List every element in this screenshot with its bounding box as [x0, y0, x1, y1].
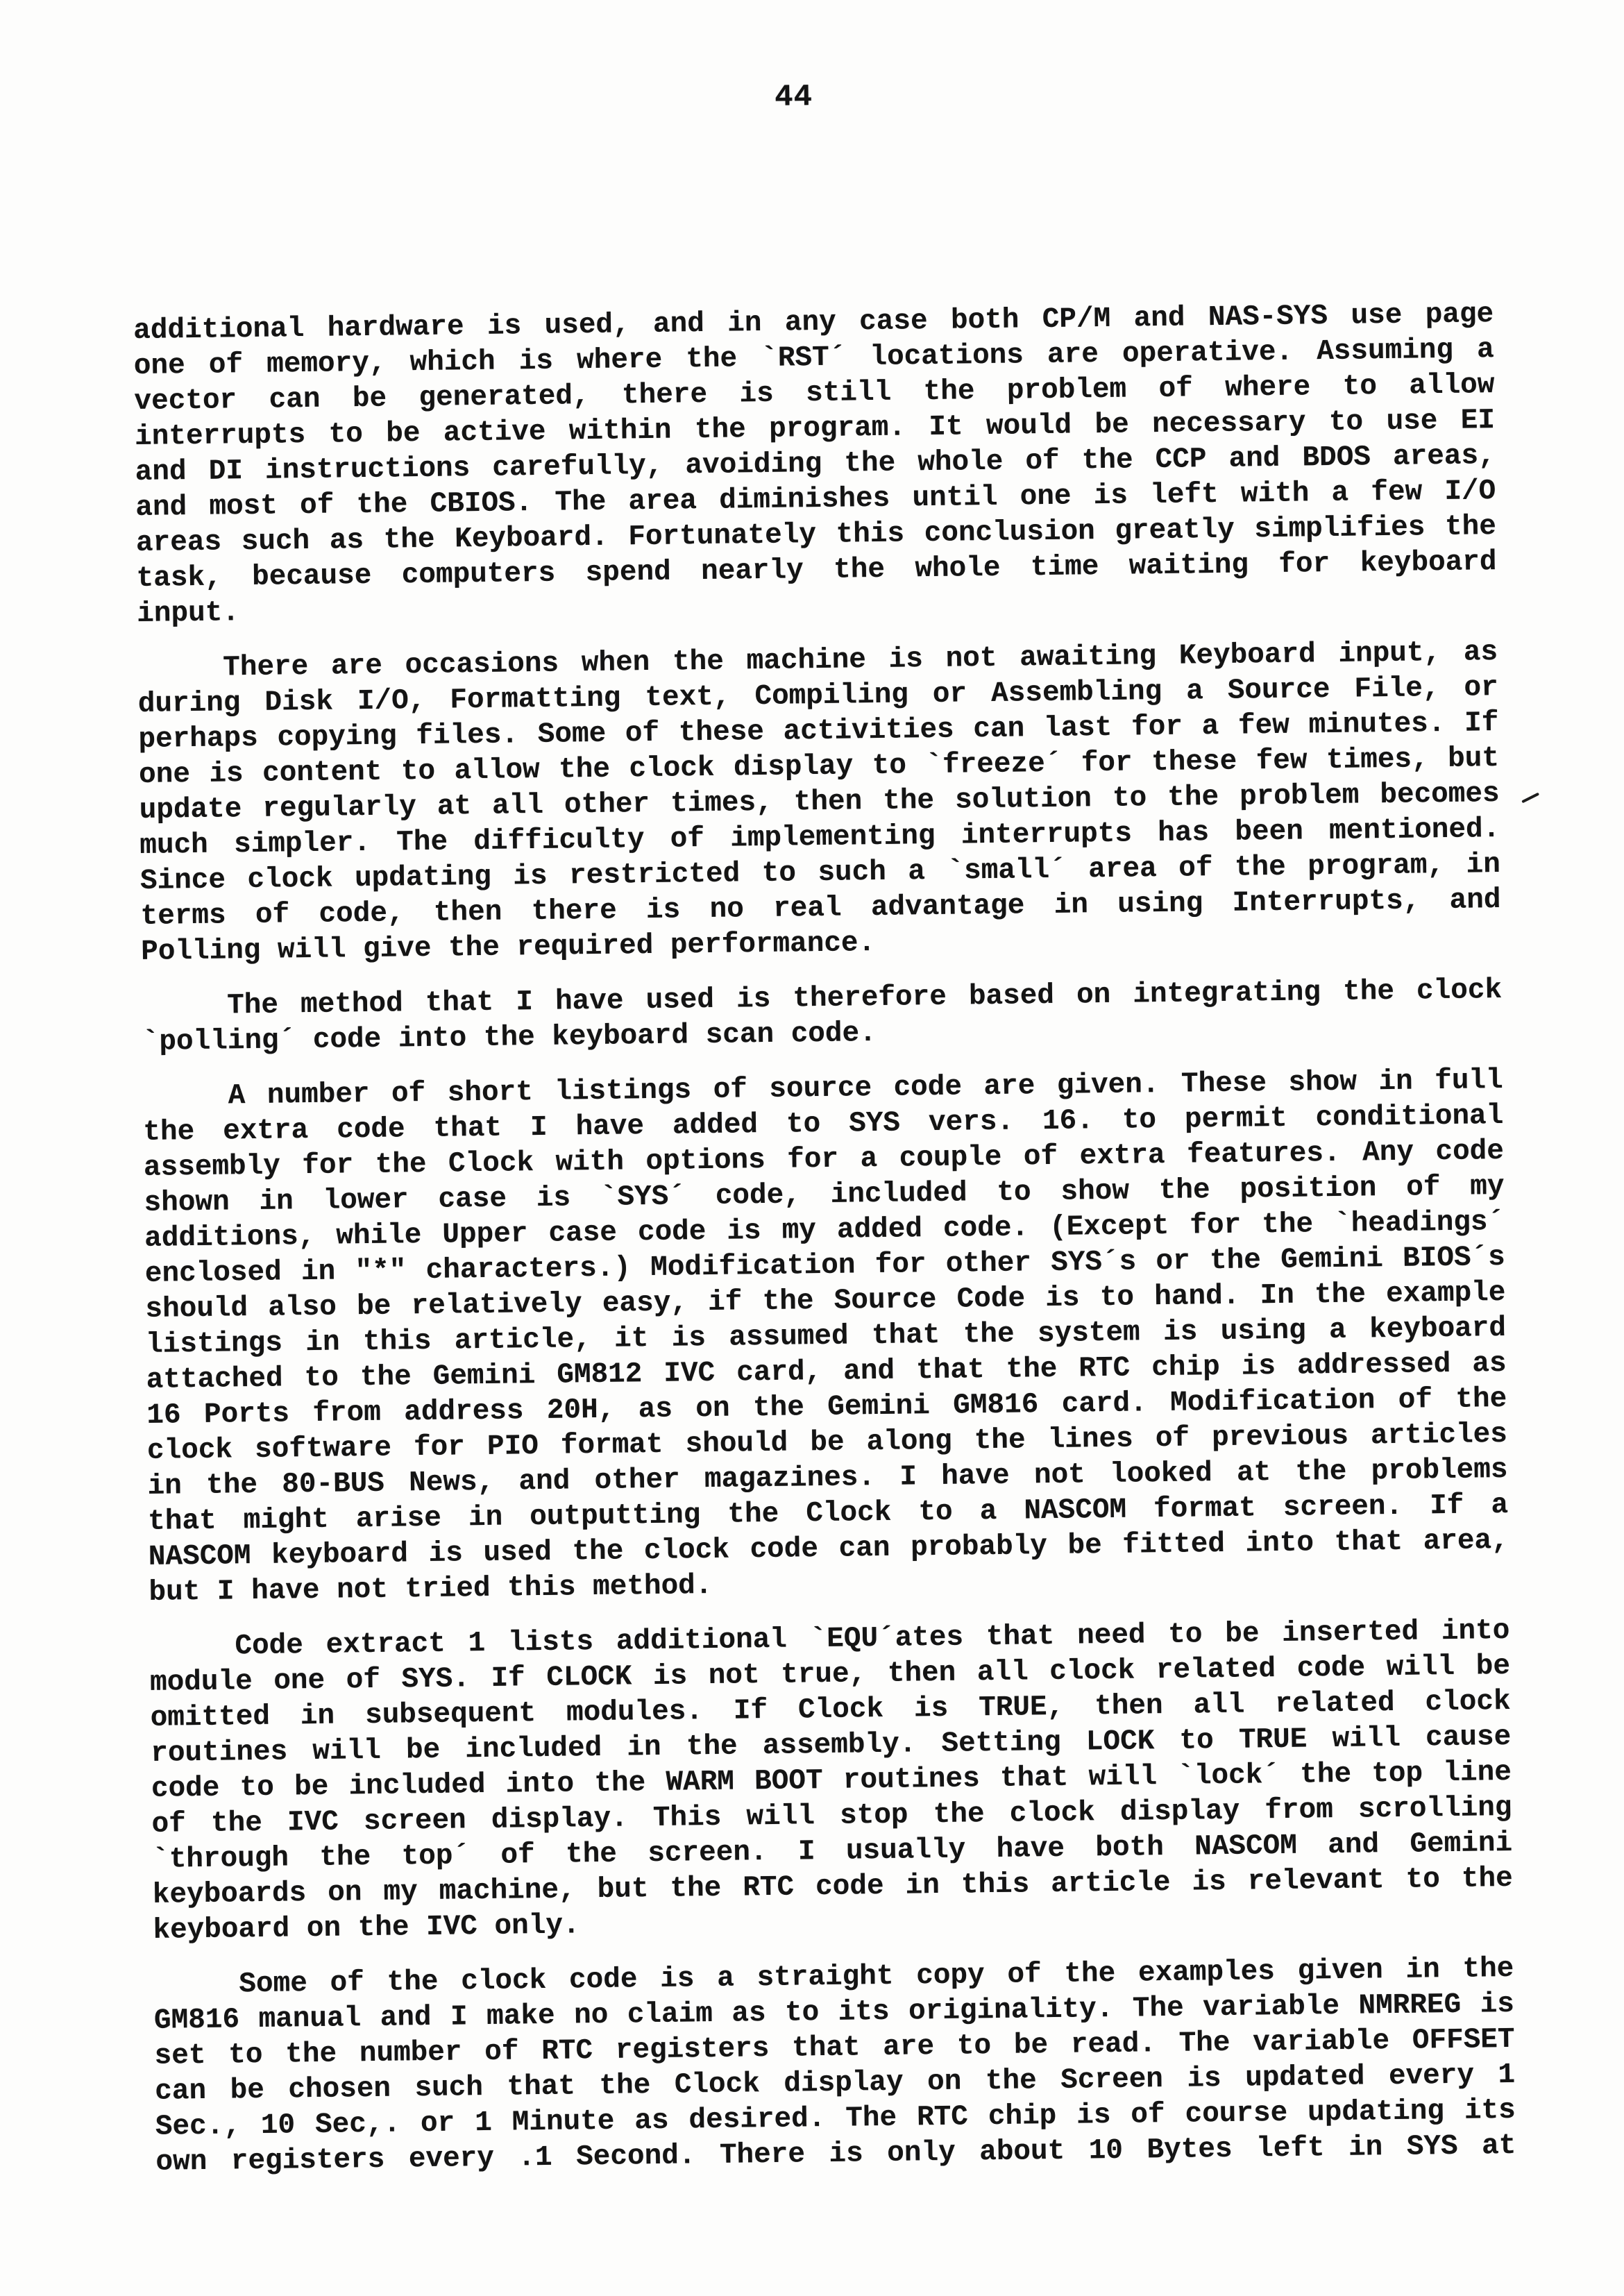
text-line: shown in lower case is `SYS´ code, included to show the position of my: [144, 1170, 1505, 1219]
text-line: much simpler. The difficulty of implementing interrupts has been mentioned.: [139, 813, 1500, 862]
text-line: and DI instructions carefully, avoiding the whole of the CCP and BDOS areas,: [135, 440, 1496, 489]
text-line: can be chosen such that the Clock display on the Screen is updated every 1: [155, 2059, 1516, 2108]
text-line: module one of SYS. If CLOCK is not true, then all clock related code will be: [149, 1650, 1511, 1699]
text-line: and most of the CBIOS. The area diminishes until one is left with a few I/O: [135, 475, 1496, 524]
text-line: during Disk I/O, Formatting text, Compiling or Assembling a Source File, or: [137, 672, 1499, 720]
text-line: keyboard on the IVC only.: [153, 1909, 580, 1947]
text-line: Some of the clock code is a straight copy of the examples given in the: [239, 1952, 1514, 2001]
text-line: the extra code that I have added to SYS vers. 16. to permit conditional: [143, 1099, 1504, 1149]
text-line: assembly for the Clock with options for a couple of extra features. Any code: [143, 1135, 1505, 1184]
paragraph: [153, 1952, 1516, 2181]
text-line: code to be included into the WARM BOOT routines that will `lock´ the top line: [151, 1756, 1512, 1805]
text-line: The method that I have used is therefore based on integrating the clock: [226, 974, 1503, 1022]
text-line: routines will be included in the assembly. Setting LOCK to TRUE will cause: [151, 1721, 1512, 1770]
text-line: A number of short listings of source code are given. These show in full: [228, 1064, 1503, 1113]
text-line: attached to the Gemini GM812 IVC card, and that the RTC chip is addressed as: [146, 1347, 1507, 1396]
text-line: clock software for PIO format should be along the lines of previous articles: [146, 1418, 1508, 1467]
text-line: should also be relatively easy, if the Source Code is to hand. In the example: [145, 1276, 1506, 1326]
text-line: enclosed in "*" characters.) Modification for other SYS´s or the Gemini BIOS´s: [144, 1241, 1506, 1290]
text-line: terms of code, then there is no real advantage in using Interrupts, and: [140, 884, 1501, 933]
body-text: [133, 297, 1516, 2181]
text-line: input.: [137, 597, 240, 630]
text-line: areas such as the Keyboard. Fortunately this conclusion greatly simplifies the: [135, 511, 1497, 559]
paragraph: [133, 297, 1497, 632]
text-line: keyboards on my machine, but the RTC code in this article is relevant to the: [152, 1862, 1513, 1911]
text-line: GM816 manual and I make no claim as to its originality. The variable NMRREG is: [153, 1988, 1515, 2037]
text-line: vector can be generated, there is still the problem of where to allow: [134, 369, 1495, 418]
text-line: that might arise in outputting the Clock to a NASCOM format screen. If a: [147, 1489, 1509, 1538]
paragraph: [137, 635, 1501, 970]
stray-mark: [1521, 793, 1539, 804]
page-number: 44: [774, 80, 813, 115]
text-line: `polling´ code into the keyboard scan code.: [142, 1017, 877, 1058]
text-line: Polling will give the required performance.: [140, 927, 876, 968]
text-line: one of memory, which is where the `RST´ locations are operative. Assuming a: [133, 334, 1495, 382]
text-line: Since clock updating is restricted to such a `small´ area of the program, in: [139, 848, 1501, 897]
text-line: update regularly at all other times, then the solution to the problem becomes: [139, 778, 1500, 827]
paragraph: [149, 1614, 1513, 1949]
text-line: but I have not tried this method.: [149, 1569, 713, 1609]
text-line: 16 Ports from address 20H, as on the Gemini GM816 card. Modification of the: [146, 1383, 1507, 1432]
text-line: Code extract 1 lists additional `EQU´ates that need to be inserted into: [235, 1614, 1510, 1663]
paragraph: [142, 1063, 1509, 1611]
text-line: interrupts to be active within the program. It would be necessary to use EI: [134, 405, 1496, 453]
text-line: perhaps copying files. Some of these activities can last for a few minutes. If: [138, 707, 1499, 756]
text-line: own registers every .1 Second. There is only about 10 Bytes left in SYS at: [155, 2129, 1516, 2179]
text-line: Sec., 10 Sec,. or 1 Minute as desired. The RTC chip is of course updating its: [155, 2094, 1516, 2143]
text-line: task, because computers spend nearly the whole time waiting for keyboard: [136, 546, 1497, 595]
text-line: additional hardware is used, and in any case both CP/M and NAS-SYS use page: [133, 298, 1494, 347]
text-line: NASCOM keyboard is used the clock code can probably be fitted into that area,: [148, 1524, 1509, 1573]
text-line: of the IVC screen display. This will stop the clock display from scrolling: [151, 1791, 1512, 1841]
text-line: in the 80-BUS News, and other magazines. I have not looked at the problems: [147, 1453, 1508, 1503]
text-line: listings in this article, it is assumed that the system is using a keyboard: [145, 1312, 1507, 1361]
text-line: There are occasions when the machine is not awaiting Keyboard input, as: [222, 636, 1498, 684]
text-line: set to the number of RTC registers that are to be read. The variable OFFSET: [154, 2023, 1515, 2073]
text-line: one is content to allow the clock display to `freeze´ for these few times, but: [138, 743, 1500, 791]
text-line: omitted in subsequent modules. If Clock is TRUE, then all related clock: [150, 1685, 1511, 1734]
text-line: additions, while Upper case code is my added code. (Except for the `headings´: [144, 1206, 1505, 1255]
text-line: `through the top´ of the screen. I usually have both NASCOM and Gemini: [151, 1827, 1513, 1876]
paragraph: [142, 973, 1503, 1061]
